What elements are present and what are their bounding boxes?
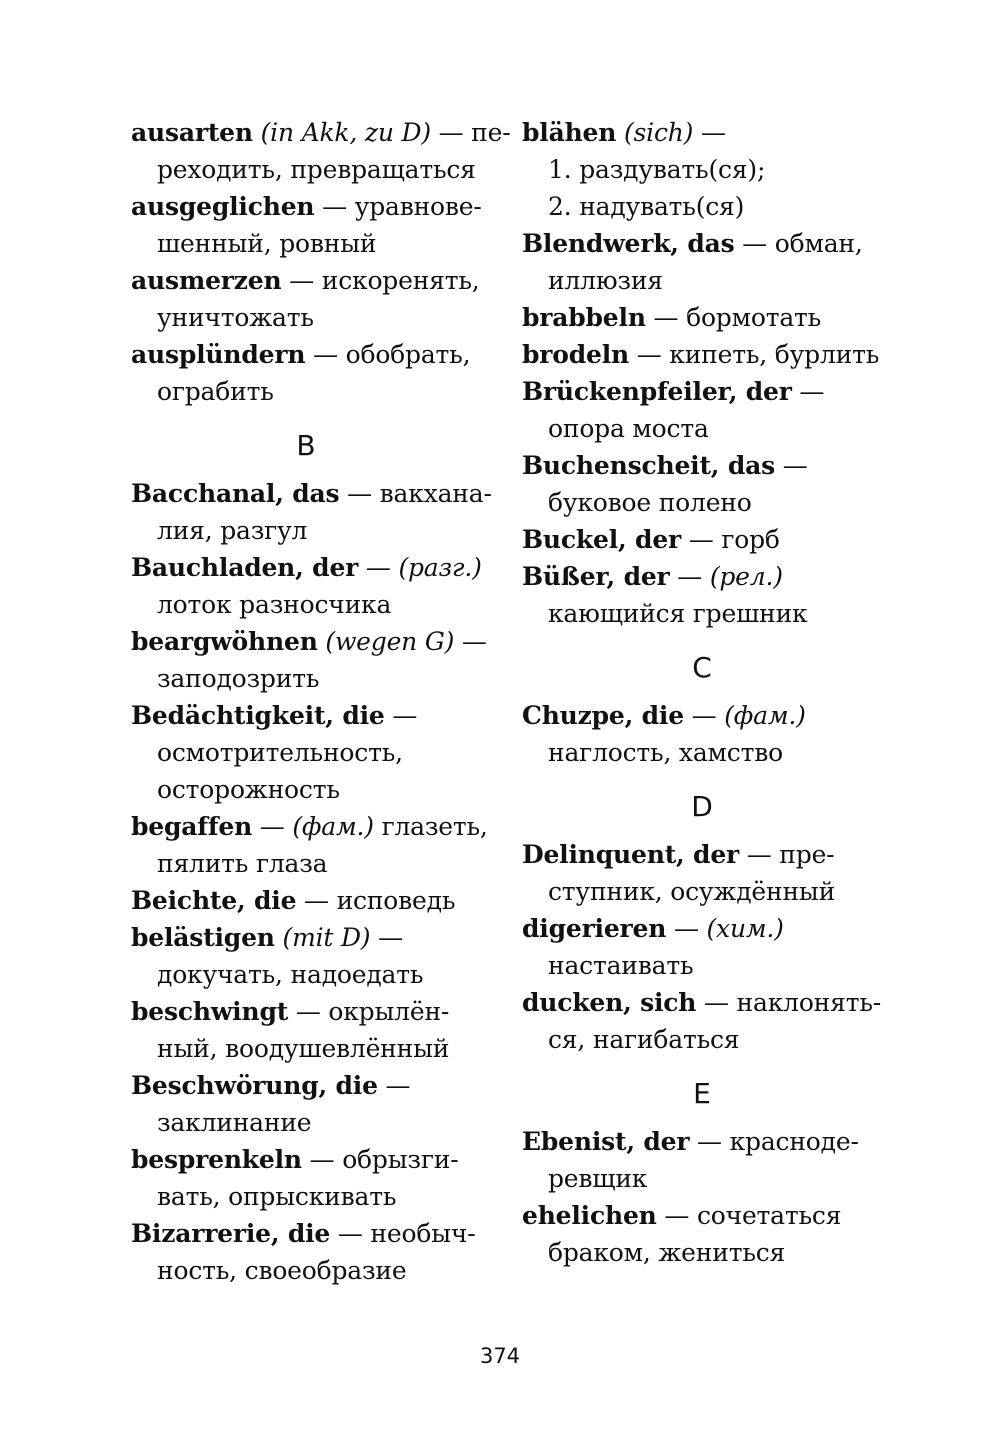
dictionary-entry bbox=[522, 697, 902, 771]
definition-text: — bbox=[693, 118, 726, 147]
definition-text: — бормотать bbox=[645, 303, 822, 332]
entry-line-head bbox=[131, 1215, 501, 1252]
entry-line-continuation bbox=[131, 151, 501, 188]
dictionary-entry bbox=[522, 114, 902, 225]
headword: Beschwörung, die bbox=[131, 1071, 378, 1100]
grammar-note: (фам.) bbox=[292, 812, 374, 841]
entry-line-continuation bbox=[522, 262, 902, 299]
headword: ausmerzen bbox=[131, 266, 282, 295]
dictionary-column-right bbox=[522, 114, 902, 1271]
entry-line-head bbox=[522, 336, 902, 373]
definition-text: ный, воодушевлённый bbox=[157, 1034, 450, 1063]
definition-text: настаивать bbox=[548, 951, 694, 980]
definition-text: — обрызги- bbox=[301, 1145, 459, 1174]
headword: Blendwerk, das bbox=[522, 229, 735, 258]
headword: Bizarrerie, die bbox=[131, 1219, 331, 1248]
definition-text: — искоренять, bbox=[281, 266, 480, 295]
entry-line-head bbox=[131, 114, 511, 151]
headword: Brückenpfeiler, der bbox=[522, 377, 792, 406]
grammar-note: (рел.) bbox=[709, 562, 783, 591]
headword: beschwingt bbox=[131, 997, 289, 1026]
entry-line-continuation bbox=[131, 512, 501, 549]
entry-line-head bbox=[131, 882, 501, 919]
entry-line-head bbox=[522, 984, 902, 1021]
definition-text: осмотрительность, bbox=[157, 738, 403, 767]
dictionary-entry bbox=[131, 919, 501, 993]
entry-line-head bbox=[131, 188, 501, 225]
definition-text: — необыч- bbox=[330, 1219, 476, 1248]
definition-text: 2. надувать(ся) bbox=[548, 192, 745, 221]
dictionary-entry bbox=[522, 910, 902, 984]
definition-text: осторожность bbox=[157, 775, 340, 804]
dictionary-entry bbox=[131, 623, 501, 697]
definition-text: ревщик bbox=[548, 1164, 648, 1193]
grammar-note: (sich) bbox=[624, 118, 694, 147]
definition-text: лоток разносчика bbox=[157, 590, 392, 619]
entry-line-head bbox=[131, 475, 501, 512]
dictionary-entry bbox=[131, 808, 501, 882]
headword: Beichte, die bbox=[131, 886, 297, 915]
definition-text: — красноде- bbox=[689, 1127, 859, 1156]
definition-text: — горб bbox=[681, 525, 780, 554]
entry-line-continuation bbox=[131, 771, 501, 808]
dictionary-entry bbox=[131, 993, 501, 1067]
grammar-note: (фам.) bbox=[724, 701, 806, 730]
definition-text: — обман, bbox=[734, 229, 863, 258]
dictionary-entry bbox=[522, 521, 902, 558]
definition-text: ность, своеобразие bbox=[157, 1256, 407, 1285]
definition-text: — уравнове- bbox=[314, 192, 482, 221]
grammar-note: (in Akk, zu D) bbox=[260, 118, 431, 147]
entry-line-continuation bbox=[131, 660, 501, 697]
entry-line-continuation bbox=[522, 873, 902, 910]
definition-text: — обобрать, bbox=[305, 340, 471, 369]
definition-text: — bbox=[669, 562, 710, 591]
grammar-note: (wegen G) bbox=[325, 627, 455, 656]
dictionary-entry bbox=[522, 299, 902, 336]
headword: beargwöhnen bbox=[131, 627, 318, 656]
dictionary-entry bbox=[522, 984, 902, 1058]
headword: Chuzpe, die bbox=[522, 701, 684, 730]
entry-line-continuation bbox=[522, 410, 902, 447]
definition-text: ся, нагибаться bbox=[548, 1025, 740, 1054]
entry-line-continuation bbox=[131, 1104, 501, 1141]
definition-text: — bbox=[774, 451, 808, 480]
definition-text bbox=[275, 923, 283, 952]
definition-text: — bbox=[370, 923, 403, 952]
definition-text: опора моста bbox=[548, 414, 709, 443]
entry-line-continuation bbox=[131, 734, 501, 771]
entry-line-head bbox=[522, 1197, 902, 1234]
page-number: 374 bbox=[479, 1344, 521, 1368]
dictionary-entry bbox=[131, 1067, 501, 1141]
headword: ducken, sich bbox=[522, 988, 697, 1017]
entry-line-continuation bbox=[131, 373, 501, 410]
dictionary-entry bbox=[131, 1215, 501, 1289]
section-letter: B bbox=[296, 429, 316, 462]
headword: Bedächtigkeit, die bbox=[131, 701, 385, 730]
headword: brabbeln bbox=[522, 303, 646, 332]
entry-line-head bbox=[522, 697, 902, 734]
entry-line-continuation bbox=[131, 225, 501, 262]
entry-line-head bbox=[131, 336, 501, 373]
dictionary-entry bbox=[522, 373, 902, 447]
dictionary-entry bbox=[131, 475, 501, 549]
entry-line-head bbox=[522, 299, 902, 336]
dictionary-entry bbox=[522, 836, 902, 910]
headword: besprenkeln bbox=[131, 1145, 302, 1174]
definition-text: глазеть, bbox=[373, 812, 488, 841]
entry-line-head bbox=[131, 549, 501, 586]
definition-text: — bbox=[384, 701, 418, 730]
entry-line-continuation bbox=[131, 956, 501, 993]
dictionary-entry bbox=[522, 225, 902, 299]
grammar-note: (разг.) bbox=[398, 553, 482, 582]
definition-text: ограбить bbox=[157, 377, 274, 406]
dictionary-entry bbox=[131, 188, 501, 262]
headword: Bauchladen, der bbox=[131, 553, 359, 582]
dictionary-entry bbox=[131, 697, 501, 808]
dictionary-entry bbox=[522, 1197, 902, 1271]
section-letter: C bbox=[692, 651, 712, 684]
dictionary-entry bbox=[522, 336, 902, 373]
dictionary-entry bbox=[131, 882, 501, 919]
entry-line-continuation bbox=[522, 595, 902, 632]
entry-line-head bbox=[522, 521, 902, 558]
dictionary-column-left bbox=[131, 114, 511, 1289]
entry-line-head bbox=[131, 808, 501, 845]
entry-line-continuation bbox=[522, 947, 902, 984]
headword: belästigen bbox=[131, 923, 275, 952]
definition-text: шенный, ровный bbox=[157, 229, 377, 258]
definition-text: заподозрить bbox=[157, 664, 320, 693]
definition-text: — bbox=[358, 553, 399, 582]
definition-text: браком, жениться bbox=[548, 1238, 786, 1267]
entry-line-head bbox=[131, 1067, 501, 1104]
headword: Buckel, der bbox=[522, 525, 682, 554]
entry-line-continuation bbox=[131, 1252, 501, 1289]
definition-text: — вакхана- bbox=[339, 479, 492, 508]
definition-text: ступник, осуждённый bbox=[548, 877, 836, 906]
definition-text bbox=[253, 118, 261, 147]
definition-text: кающийся грешник bbox=[548, 599, 808, 628]
headword: blähen bbox=[522, 118, 617, 147]
definition-text: — bbox=[377, 1071, 411, 1100]
definition-text: лия, разгул bbox=[157, 516, 308, 545]
entry-line-continuation bbox=[522, 1021, 902, 1058]
dictionary-entry bbox=[131, 114, 511, 188]
section-letter: E bbox=[693, 1077, 711, 1110]
entry-line-head bbox=[131, 623, 501, 660]
definition-text: — исповедь bbox=[296, 886, 456, 915]
headword: ausgeglichen bbox=[131, 192, 315, 221]
entry-line-head bbox=[522, 373, 902, 410]
headword: Delinquent, der bbox=[522, 840, 740, 869]
entry-line-head bbox=[131, 993, 501, 1030]
definition-text: пялить глаза bbox=[157, 849, 328, 878]
dictionary-entry bbox=[522, 1123, 902, 1197]
definition-text: 1. раздувать(ся); bbox=[548, 155, 766, 184]
definition-text: иллюзия bbox=[548, 266, 663, 295]
entry-line-head bbox=[522, 225, 902, 262]
definition-text: наглость, хамство bbox=[548, 738, 783, 767]
entry-line-head bbox=[522, 836, 902, 873]
definition-text: — bbox=[683, 701, 725, 730]
entry-line-head bbox=[131, 1141, 501, 1178]
entry-line-head bbox=[131, 262, 501, 299]
definition-text: — bbox=[666, 914, 707, 943]
entry-line-continuation bbox=[131, 845, 501, 882]
headword: brodeln bbox=[522, 340, 629, 369]
entry-line-continuation bbox=[131, 299, 501, 336]
entry-line-continuation bbox=[522, 734, 902, 771]
entry-line-continuation bbox=[522, 151, 902, 188]
definition-text: реходить, превращаться bbox=[157, 155, 476, 184]
dictionary-entry bbox=[131, 549, 501, 623]
entry-line-head bbox=[131, 919, 501, 956]
dictionary-entry bbox=[131, 262, 501, 336]
dictionary-entry bbox=[522, 558, 902, 632]
headword: Ebenist, der bbox=[522, 1127, 690, 1156]
definition-text: — bbox=[791, 377, 825, 406]
entry-line-head bbox=[522, 910, 902, 947]
headword: Büßer, der bbox=[522, 562, 670, 591]
dictionary-entry bbox=[522, 447, 902, 521]
headword: digerieren bbox=[522, 914, 667, 943]
definition-text: — сочетаться bbox=[656, 1201, 842, 1230]
entry-line-head bbox=[522, 447, 902, 484]
definition-text: уничтожать bbox=[157, 303, 314, 332]
entry-line-head bbox=[131, 697, 501, 734]
entry-line-continuation bbox=[522, 1160, 902, 1197]
grammar-note: (хим.) bbox=[706, 914, 784, 943]
dictionary-entry bbox=[131, 336, 501, 410]
definition-text: — кипеть, бурлить bbox=[629, 340, 880, 369]
definition-text: — пре- bbox=[739, 840, 835, 869]
grammar-note: (mit D) bbox=[282, 923, 371, 952]
definition-text: заклинание bbox=[157, 1108, 312, 1137]
entry-line-continuation bbox=[131, 586, 501, 623]
definition-text bbox=[616, 118, 624, 147]
entry-line-head bbox=[522, 1123, 902, 1160]
headword: ausplündern bbox=[131, 340, 306, 369]
section-letter: D bbox=[691, 790, 713, 823]
definition-text: вать, опрыскивать bbox=[157, 1182, 397, 1211]
headword: Bacchanal, das bbox=[131, 479, 340, 508]
headword: ausarten bbox=[131, 118, 253, 147]
headword: ehelichen bbox=[522, 1201, 657, 1230]
definition-text: — bbox=[454, 627, 487, 656]
definition-text: докучать, надоедать bbox=[157, 960, 424, 989]
dictionary-entry bbox=[131, 1141, 501, 1215]
entry-line-head bbox=[522, 558, 902, 595]
entry-line-continuation bbox=[131, 1030, 501, 1067]
definition-text: — bbox=[252, 812, 293, 841]
entry-line-continuation bbox=[522, 484, 902, 521]
definition-text: — окрылён- bbox=[288, 997, 450, 1026]
entry-line-head bbox=[522, 114, 902, 151]
definition-text: — наклонять- bbox=[696, 988, 882, 1017]
definition-text: — пе- bbox=[430, 118, 511, 147]
headword: begaffen bbox=[131, 812, 253, 841]
entry-line-continuation bbox=[131, 1178, 501, 1215]
definition-text: буковое полено bbox=[548, 488, 752, 517]
headword: Buchenscheit, das bbox=[522, 451, 775, 480]
entry-line-continuation bbox=[522, 1234, 902, 1271]
entry-line-continuation bbox=[522, 188, 902, 225]
